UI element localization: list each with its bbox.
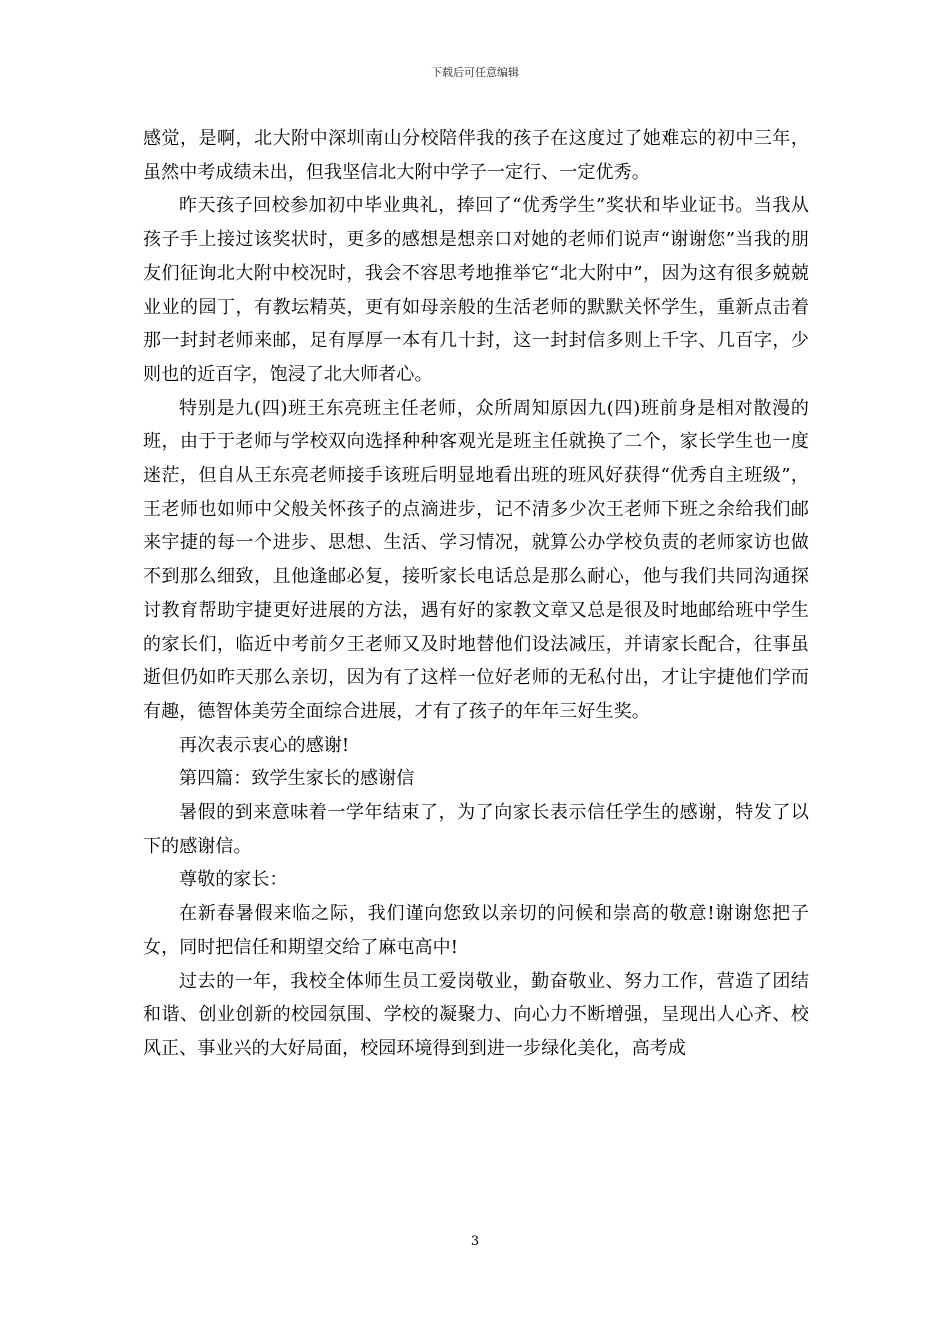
paragraph-5: 暑假的到来意味着一学年结束了，为了向家长表示信任学生的感谢，特发了以下的感谢信。 xyxy=(143,802,809,857)
paragraph-2: 昨天孩子回校参加初中毕业典礼，捧回了“优秀学生”奖状和毕业证书。当我从孩子手上接过该奖状时，更多的感想是想亲口对她的老师们说声“谢谢您”当我的朋友们征询北大附中校况时，我会不容思考地推举它“北大附中”，因为这有很多兢兢业业的园丁，有教坛精英，更有如母亲般的生活老师的默默关怀学生，重新点击着那一封封老师来邮，足有厚厚一本有几十封，这一封封信多则上千字、几百字，少则也的近百字，饱浸了北大师者心。 xyxy=(143,195,809,385)
paragraph-1: 感觉，是啊，北大附中深圳南山分校陪伴我的孩子在这度过了她难忘的初中三年，虽然中考成绩未出，但我坚信北大附中学子一定行、一定优秀。 xyxy=(143,128,809,183)
paragraph-7: 过去的一年，我校全体师生员工爱岗敬业，勤奋敬业、努力工作，营造了团结和谐、创业创新的校园氛围、学校的凝聚力、向心力不断增强，呈现出人心齐、校风正、事业兴的大好局面，校园环境得到到进一步绿化美化，高考成 xyxy=(143,970,809,1059)
salutation: 尊敬的家长： xyxy=(179,869,288,891)
page-number: 3 xyxy=(470,1234,480,1249)
paragraph-3: 特别是九(四)班王东亮班主任老师，众所周知原因九(四)班前身是相对散漫的班，由于于老师与学校双向选择种种客观光是班主任就换了二个，家长学生也一度迷茫，但自从王东亮老师接手该班后明显地看出班的班风好获得“优秀自主班级”，王老师也如师中父般关怀孩子的点滴进步，记不清多少次王老师下班之余给我们邮来宇捷的每一个进步、思想、生活、学习情况，就算公办学校负责的老师家访也做不到那么细致，且他逢邮必复，接听家长电话总是那么耐心，他与我们共同沟通探讨教育帮助宇捷更好进展的方法，遇有好的家教文章又总是很及时地邮给班中学生的家长们，临近中考前夕王老师又及时地替他们设法减压，并请家长配合，往事虽逝但仍如昨天那么亲切，因为有了这样一位好老师的无私付出，才让宇捷他们学而有趣，德智体美劳全面综合进展，才有了孩子的年年三好生奖。 xyxy=(143,397,809,722)
paragraph-4: 再次表示衷心的感谢! xyxy=(179,734,350,756)
document-body xyxy=(143,122,809,1066)
paragraph-6: 在新春暑假来临之际，我们谨向您致以亲切的问候和崇高的敬意!谢谢您把子女，同时把信任和期望交给了麻屯高中! xyxy=(143,903,809,958)
section-heading: 第四篇：致学生家长的感谢信 xyxy=(179,768,415,790)
page-header: 下载后可任意编辑 xyxy=(431,66,519,79)
